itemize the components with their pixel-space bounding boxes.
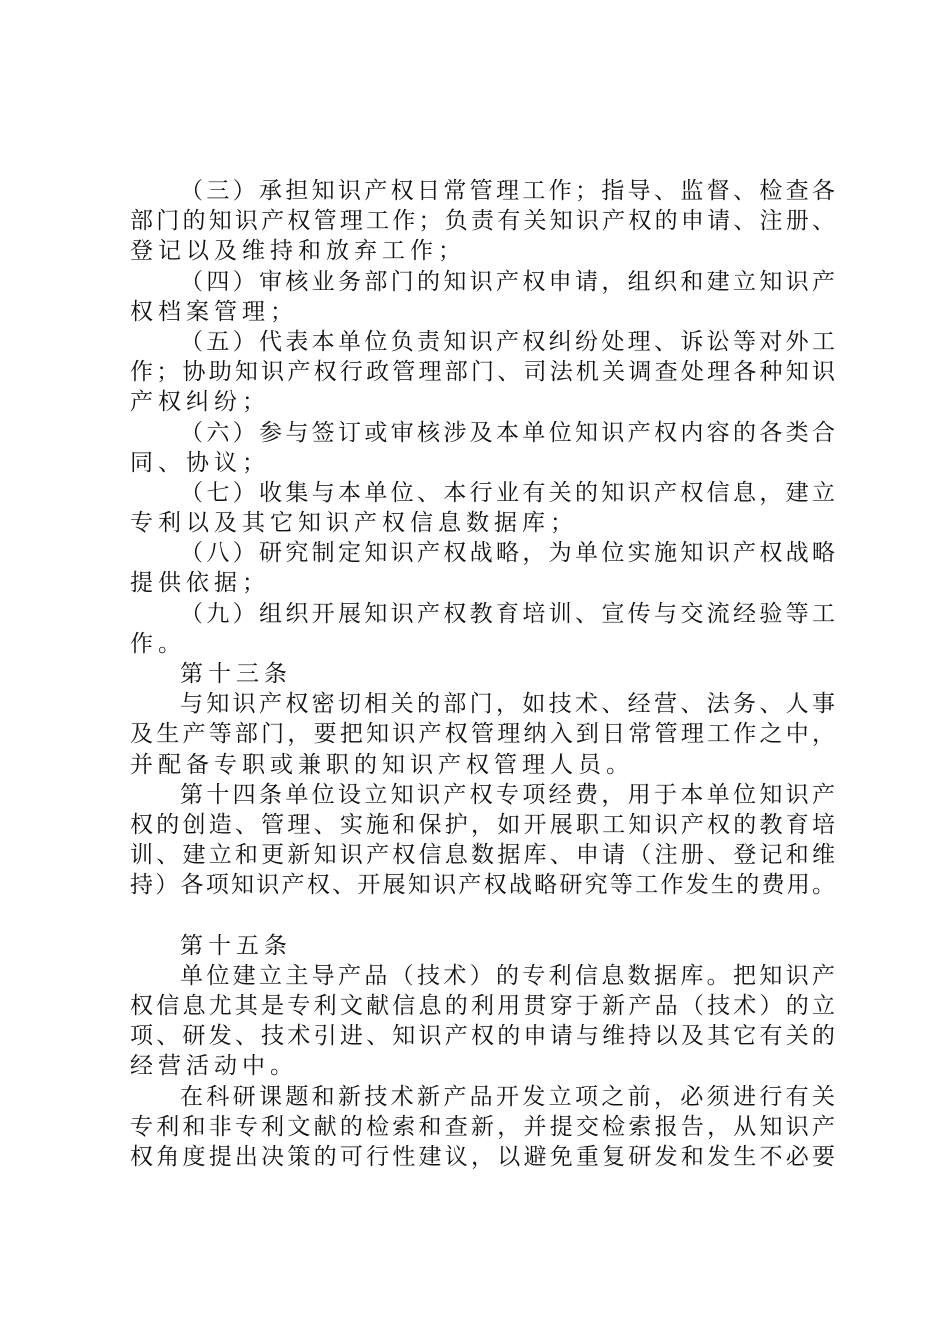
text-line: 专利以及其它知识产权信息数据库；	[130, 510, 578, 537]
text-line: 作；协助知识产权行政管理部门、司法机关调查处理各种知识	[130, 359, 835, 386]
blank-line	[130, 901, 835, 931]
text-line: 单位建立主导产品（技术）的专利信息数据库。把知识产	[180, 962, 835, 989]
document-page	[130, 176, 835, 1172]
text-line: 在科研课题和新技术新产品开发立项之前，必须进行有关	[180, 1083, 835, 1110]
text-line: （八）研究制定知识产权战略，为单位实施知识产权战略	[180, 540, 835, 567]
text-line: 权角度提出决策的可行性建议，以避免重复研发和发生不必要	[130, 1144, 835, 1170]
text-line: 产权纠纷；	[130, 389, 270, 416]
text-line: （三）承担知识产权日常管理工作；指导、监督、检查各	[180, 178, 835, 204]
text-line: （四）审核业务部门的知识产权申请，组织和建立知识产	[180, 268, 835, 295]
text-line: 第十五条	[180, 932, 292, 959]
text-line: 提供依据；	[130, 570, 270, 597]
text-line: 部门的知识产权管理工作；负责有关知识产权的申请、注册、	[130, 208, 835, 235]
text-line: （七）收集与本单位、本行业有关的知识产权信息，建立	[180, 479, 835, 506]
text-line: （六）参与签订或审核涉及本单位知识产权内容的各类合	[180, 419, 835, 446]
text-line: 持）各项知识产权、开展知识产权战略研究等工作发生的费用。	[130, 872, 835, 899]
text-line: 及生产等部门，要把知识产权管理纳入到日常管理工作之中，	[130, 721, 835, 748]
text-line: （五）代表本单位负责知识产权纠纷处理、诉讼等对外工	[180, 328, 835, 355]
text-line: 项、研发、技术引进、知识产权的申请与维持以及其它有关的	[130, 1023, 835, 1050]
text-line: 经营活动中。	[130, 1053, 298, 1080]
text-line: 权的创造、管理、实施和保护，如开展职工知识产权的教育培	[130, 811, 835, 838]
text-line: 第十三条	[180, 661, 292, 687]
text-line: 同、协议；	[130, 449, 270, 476]
text-line: 并配备专职或兼职的知识产权管理人员。	[130, 751, 634, 778]
text-line: 登记以及维持和放弃工作；	[130, 238, 466, 265]
text-line: 专利和非专利文献的检索和查新，并提交检索报告，从知识产	[130, 1113, 835, 1140]
text-line: 训、建立和更新知识产权信息数据库、申请（注册、登记和维	[130, 842, 835, 869]
text-line: 权信息尤其是专利文献信息的利用贯穿于新产品（技术）的立	[130, 993, 835, 1020]
text-line: 作。	[130, 630, 186, 657]
text-line: 与知识产权密切相关的部门，如技术、经营、法务、人事	[180, 691, 835, 718]
text-line: 权档案管理；	[130, 298, 298, 325]
text-line: （九）组织开展知识产权教育培训、宣传与交流经验等工	[180, 600, 835, 627]
text-line: 第十四条单位设立知识产权专项经费，用于本单位知识产	[180, 781, 835, 808]
